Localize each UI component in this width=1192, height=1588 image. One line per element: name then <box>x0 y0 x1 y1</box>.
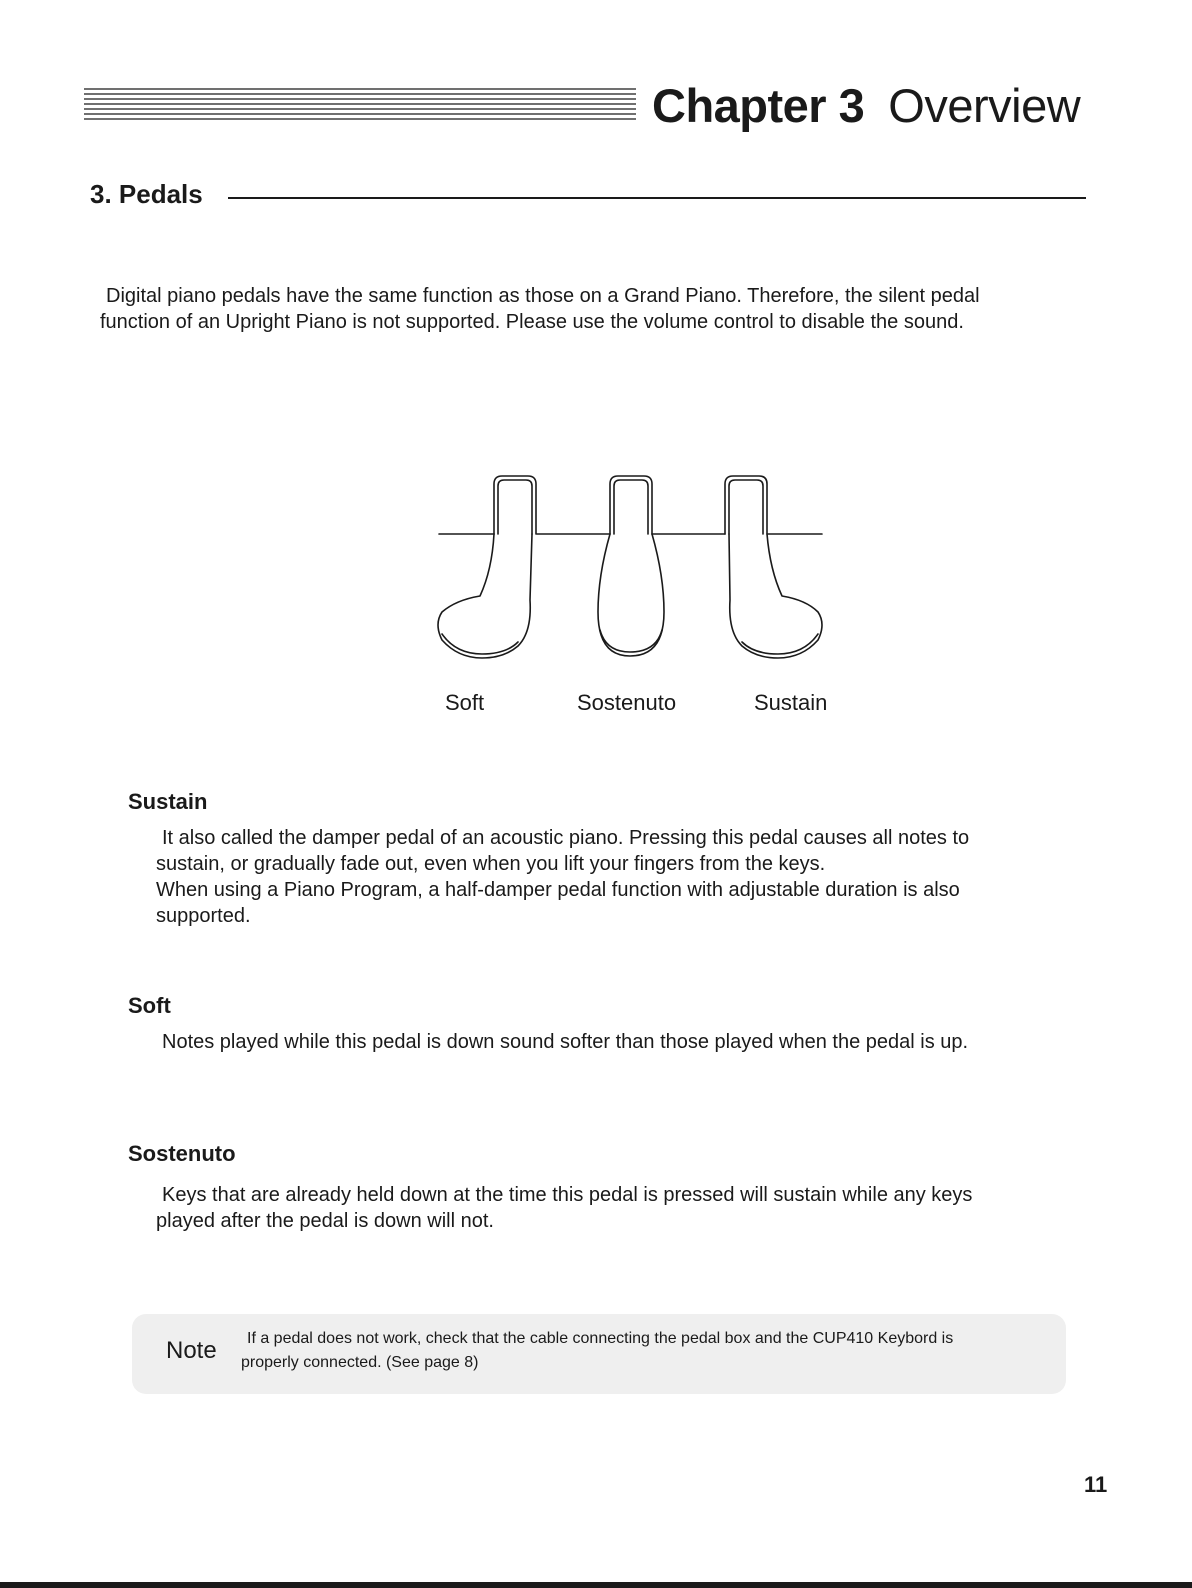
soft-line: Notes played while this pedal is down sound softer than those played when the pedal is up. <box>162 1031 969 1053</box>
pedal-label-soft: Soft <box>445 690 485 715</box>
sostenuto-description <box>156 1182 1056 1234</box>
soft-description <box>156 1029 1056 1055</box>
soft-heading: Soft <box>128 993 171 1018</box>
section-rule <box>228 197 1086 199</box>
sostenuto-line: played after the pedal is down will not. <box>156 1210 494 1232</box>
note-text <box>241 1327 1041 1375</box>
soft-pedal-shape <box>438 476 536 658</box>
header-decorative-lines <box>84 88 636 124</box>
sostenuto-heading: Sostenuto <box>128 1141 236 1166</box>
pedal-label-sustain: Sustain <box>754 690 828 715</box>
sustain-description <box>156 825 1056 929</box>
bottom-edge-bar <box>0 1582 1192 1588</box>
chapter-number: Chapter 3 <box>652 79 865 132</box>
pedal-label-sostenuto: Sostenuto <box>577 690 677 715</box>
chapter-title <box>652 78 1080 134</box>
note-label: Note <box>166 1337 217 1364</box>
note-line: properly connected. (See page 8) <box>241 1354 479 1371</box>
intro-paragraph <box>100 283 1080 335</box>
note-line: If a pedal does not work, check that the cable connecting the pedal box and the CUP410 Keybord is <box>247 1330 954 1347</box>
sostenuto-pedal-shape <box>598 476 664 656</box>
sustain-line: When using a Piano Program, a half-damper pedal function with adjustable duration is also <box>156 879 960 901</box>
pedal-diagram <box>430 470 830 670</box>
sustain-pedal-shape <box>725 476 822 658</box>
section-title: 3. Pedals <box>90 179 203 209</box>
page-number: 11 <box>1084 1472 1108 1497</box>
sustain-line: sustain, or gradually fade out, even when you lift your fingers from the keys. <box>156 853 826 875</box>
intro-line: Digital piano pedals have the same function as those on a Grand Piano. Therefore, the silent pedal <box>106 285 980 307</box>
sostenuto-line: Keys that are already held down at the time this pedal is pressed will sustain while any keys <box>162 1184 973 1206</box>
chapter-name: Overview <box>888 79 1081 132</box>
sustain-line: supported. <box>156 905 251 927</box>
sustain-heading: Sustain <box>128 789 208 814</box>
intro-line: function of an Upright Piano is not supported. Please use the volume control to disable the sound. <box>100 311 964 333</box>
sustain-line: It also called the damper pedal of an acoustic piano. Pressing this pedal causes all notes to <box>162 827 970 849</box>
